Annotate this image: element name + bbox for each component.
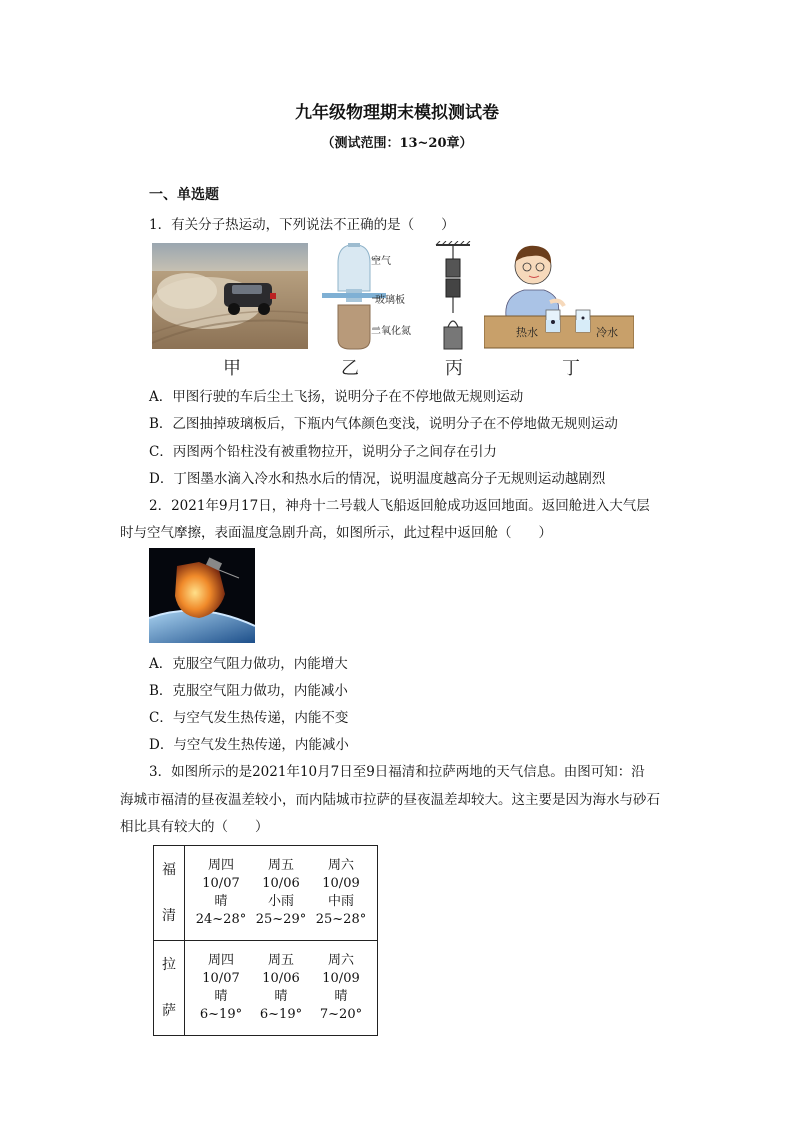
weather-table-grid	[153, 845, 378, 1036]
q1-option-d: D．丁图墨水滴入冷水和热水后的情况，说明温度越高分子无规则运动越剧烈	[149, 471, 606, 487]
figure-yi-diffusion	[318, 243, 418, 351]
day-column	[311, 952, 371, 1024]
day-column	[311, 857, 371, 929]
lead-cylinders-illustration	[434, 241, 474, 351]
label-cold-water: 冷水	[596, 326, 618, 339]
weather-days-cell	[185, 846, 378, 941]
weather: 晴	[214, 989, 228, 1004]
figure-ding-beakers	[484, 240, 634, 350]
weather-row-fuqing	[154, 846, 378, 941]
weather: 晴	[274, 989, 288, 1004]
date: 10/06	[262, 876, 300, 891]
weekday: 周六	[327, 953, 354, 968]
weekday: 周四	[207, 953, 234, 968]
q2-option-a: A．克服空气阻力做功，内能增大	[149, 656, 348, 672]
q2-stem-line1: 2．2021年9月17日，神舟十二号载人飞船返回舱成功返回地面。返回舱进入大气层	[149, 498, 650, 514]
q2-option-b: B．克服空气阻力做功，内能减小	[149, 683, 348, 699]
weather: 小雨	[267, 894, 294, 909]
city-char-top: 拉	[162, 957, 176, 973]
section-title: 一、单选题	[149, 187, 219, 203]
label-air: 空气	[371, 256, 391, 267]
label-hot-water: 热水	[516, 326, 538, 339]
day-column	[251, 952, 311, 1024]
city-char-top: 福	[162, 862, 176, 878]
q1-option-c: C．丙图两个铅柱没有被重物拉开，说明分子之间存在引力	[149, 444, 497, 460]
q1-option-b: B．乙图抽掉玻璃板后，下瓶内气体颜色变浅，说明分子在不停地做无规则运动	[149, 416, 618, 432]
city-char-bottom: 萨	[162, 1003, 176, 1019]
figure-label-bing: 丙	[445, 358, 463, 379]
figure-label-ding: 丁	[562, 358, 580, 379]
figure-label-jia: 甲	[223, 358, 241, 379]
weekday: 周五	[267, 858, 294, 873]
weekday: 周六	[327, 858, 354, 873]
q2-option-c: C．与空气发生热传递，内能不变	[149, 710, 349, 726]
weather-table	[153, 845, 378, 1036]
figure-reentry-capsule	[149, 548, 255, 643]
page-title: 九年级物理期末模拟测试卷	[295, 103, 499, 123]
city-cell-fuqing	[154, 846, 185, 941]
date: 10/07	[202, 876, 240, 891]
city-cell-lhasa	[154, 941, 185, 1036]
temperature: 6~19°	[199, 1007, 243, 1022]
q3-stem-line3: 相比具有较大的（ ）	[120, 819, 269, 835]
label-glass-plate: 玻璃板	[375, 295, 405, 306]
date: 10/09	[322, 971, 360, 986]
date: 10/09	[322, 876, 360, 891]
day-column	[191, 952, 251, 1024]
figure-bing-lead-cylinders	[434, 241, 474, 351]
city-char-bottom: 清	[162, 908, 176, 924]
weekday: 周五	[267, 953, 294, 968]
label-nitrogen-dioxide: 二氧化氮	[371, 326, 411, 337]
date: 10/06	[262, 971, 300, 986]
weather: 中雨	[327, 894, 354, 909]
q3-stem-line2: 海城市福清的昼夜温差较小，而内陆城市拉萨的昼夜温差却较大。这主要是因为海水与砂石	[120, 792, 660, 808]
figure-jia-car-photo	[152, 243, 308, 349]
page-subtitle: （测试范围：13~20章）	[321, 136, 473, 151]
temperature: 24~28°	[195, 912, 247, 927]
q2-option-d: D．与空气发生热传递，内能减小	[149, 737, 349, 753]
weather: 晴	[334, 989, 348, 1004]
temperature: 25~28°	[315, 912, 367, 927]
figure-label-yi: 乙	[341, 358, 359, 379]
temperature: 6~19°	[259, 1007, 303, 1022]
q2-stem-line2: 时与空气摩擦，表面温度急剧升高，如图所示，此过程中返回舱（ ）	[120, 525, 552, 541]
weather: 晴	[214, 894, 228, 909]
q3-stem-line1: 3．如图所示的是2021年10月7日至9日福清和拉萨两地的天气信息。由图可知：沿	[149, 764, 645, 780]
reentry-capsule-illustration	[149, 548, 255, 643]
weekday: 周四	[207, 858, 234, 873]
q1-stem: 1．有关分子热运动，下列说法不正确的是（ ）	[149, 217, 455, 233]
day-column	[191, 857, 251, 929]
car-dust-illustration	[152, 243, 308, 349]
weather-row-lhasa	[154, 941, 378, 1036]
temperature: 7~20°	[319, 1007, 363, 1022]
day-column	[251, 857, 311, 929]
weather-days-cell	[185, 941, 378, 1036]
date: 10/07	[202, 971, 240, 986]
temperature: 25~29°	[255, 912, 307, 927]
q1-option-a: A．甲图行驶的车后尘土飞扬，说明分子在不停地做无规则运动	[149, 389, 524, 405]
